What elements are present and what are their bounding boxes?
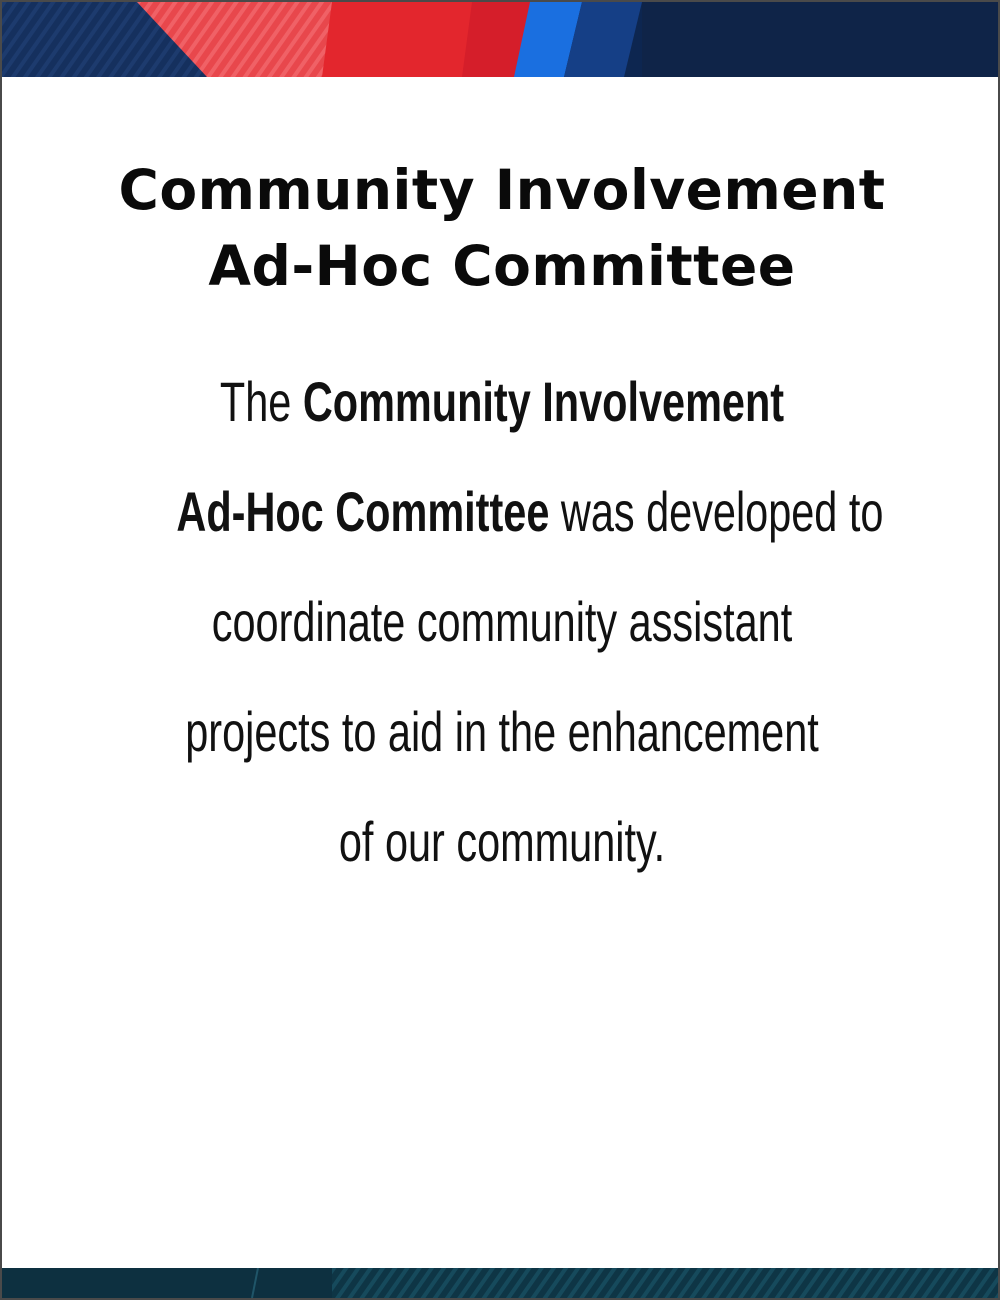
body-line-3: coordinate community assistant (211, 590, 793, 653)
page-title (62, 152, 942, 304)
title-line-2: Ad-Hoc Committee (208, 234, 796, 298)
body-line-1-prefix: The (219, 370, 303, 433)
body-line-2-rest: was developed to (549, 480, 884, 543)
bottom-decorative-banner (2, 1268, 1000, 1298)
body-line-5: of our community. (338, 810, 666, 873)
body-paragraph (62, 347, 942, 897)
body-line-4: projects to aid in the enhancement (185, 700, 819, 763)
body-line-1 (176, 347, 827, 457)
body-line-2 (176, 457, 884, 567)
top-decorative-banner (2, 2, 1000, 77)
title-line-1: Community Involvement (118, 158, 886, 222)
body-line-1-bold: Community Involvement (302, 370, 785, 433)
body-line-2-bold: Ad-Hoc Committee (176, 480, 550, 543)
